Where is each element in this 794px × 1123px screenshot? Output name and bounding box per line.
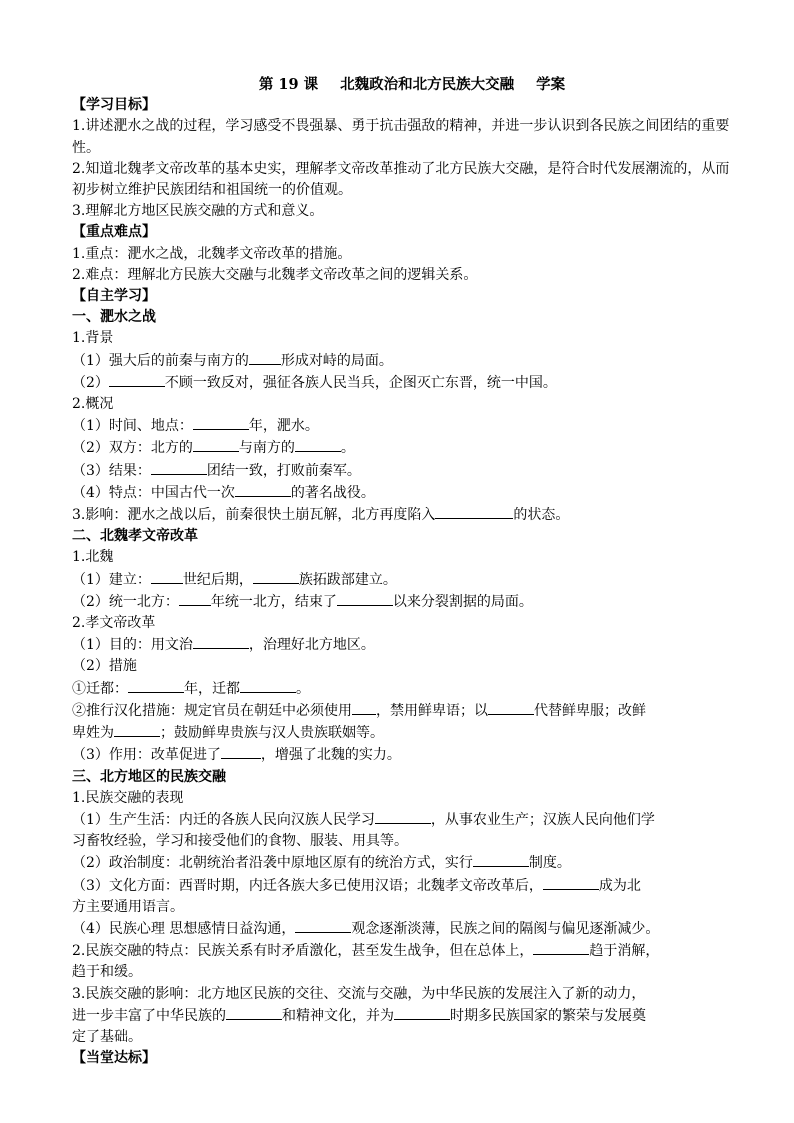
key-point: 1.重点：淝水之战，北魏孝文帝改革的措施。 <box>72 245 352 262</box>
self-study-header: 【自主学习】 <box>72 288 156 305</box>
item: （4）特点：中国古代一次 的著名战役。 <box>72 482 732 504</box>
item: （1）生产生活：内迁的各族人民向汉族人民学习 ，从事农业生产；汉族人民向他们学 <box>72 809 732 831</box>
item: （2） 不顾一致反对，强征各族人民当兵，企图灭亡东晋，统一中国。 <box>72 372 732 394</box>
fill-blank[interactable] <box>151 460 207 475</box>
item: （3）结果： 团结一致，打败前秦军。 <box>72 460 732 482</box>
fill-blank[interactable] <box>249 350 281 365</box>
fill-blank[interactable] <box>114 722 160 737</box>
fill-blank[interactable] <box>543 875 599 890</box>
fill-blank[interactable] <box>193 634 249 649</box>
fill-blank[interactable] <box>375 809 431 824</box>
fill-blank[interactable] <box>435 504 513 519</box>
key-point: 2.难点：理解北方民族大交融与北魏孝文帝改革之间的逻辑关系。 <box>72 266 478 283</box>
item: 3.民族交融的影响：北方地区民族的交往、交流与交融，为中华民族的发展注入了新的动力， <box>72 985 646 1002</box>
item: （1）建立： 世纪后期， 族拓跋部建立。 <box>72 569 732 591</box>
goals-header: 【学习目标】 <box>72 97 156 114</box>
fill-blank[interactable] <box>488 700 534 715</box>
fill-blank[interactable] <box>240 678 296 693</box>
item: 趋于和缓。 <box>72 964 142 981</box>
item: ①迁都： 年，迁都 。 <box>72 678 732 700</box>
section-heading: 二、北魏孝文帝改革 <box>72 528 198 545</box>
fill-blank[interactable] <box>533 940 589 955</box>
key-points-header: 【重点难点】 <box>72 224 156 241</box>
document-page <box>72 74 732 1069</box>
fill-blank[interactable] <box>473 852 529 867</box>
item: 习畜牧经验，学习和接受他们的食物、服装、用具等。 <box>72 833 408 850</box>
goal-item: 1.讲述淝水之战的过程，学习感受不畏强暴、勇于抗击强敌的精神，并进一步认识到各民族之间团结的重要性。 <box>72 118 730 156</box>
item: ②推行汉化措施：规定官员在朝廷中必须使用 ，禁用鲜卑语；以 代替鲜卑服；改鲜 <box>72 700 732 722</box>
item: （1）时间、地点： 年，淝水。 <box>72 415 732 437</box>
item: 3.影响：淝水之战以后，前秦很快土崩瓦解，北方再度陷入 的状态。 <box>72 504 732 526</box>
fill-blank[interactable] <box>221 744 261 759</box>
fill-blank[interactable] <box>253 569 299 584</box>
practice-header: 【当堂达标】 <box>72 1050 156 1067</box>
fill-blank[interactable] <box>352 700 376 715</box>
item: （1）强大后的前秦与南方的 形成对峙的局面。 <box>72 350 732 372</box>
fill-blank[interactable] <box>193 437 239 452</box>
item: 定了基础。 <box>72 1028 142 1045</box>
item: 1.民族交融的表现 <box>72 789 184 806</box>
fill-blank[interactable] <box>109 372 165 387</box>
item: （2）双方：北方的 与南方的 。 <box>72 437 732 459</box>
item: 方主要通用语言。 <box>72 898 184 915</box>
goal-item: 3.理解北方地区民族交融的方式和意义。 <box>72 203 324 220</box>
item: 进一步丰富了中华民族的 和精神文化，并为 时期多民族国家的繁荣与发展奠 <box>72 1005 732 1027</box>
section-heading: 一、淝水之战 <box>72 309 156 326</box>
item: 2.民族交融的特点：民族关系有时矛盾激化，甚至发生战争，但在总体上， 趋于消解， <box>72 940 732 962</box>
item: （3）文化方面：西晋时期，内迁各族大多已使用汉语；北魏孝文帝改革后， 成为北 <box>72 875 732 897</box>
fill-blank[interactable] <box>337 591 393 606</box>
fill-blank[interactable] <box>226 1005 282 1020</box>
page-title <box>72 74 732 95</box>
fill-blank[interactable] <box>128 678 184 693</box>
fill-blank[interactable] <box>295 437 341 452</box>
item: 1.背景 <box>72 330 114 347</box>
section-heading: 三、北方地区的民族交融 <box>72 768 226 785</box>
goal-item: 2.知道北魏孝文帝改革的基本史实，理解孝文帝改革推动了北方民族大交融，是符合时代发展潮流的，从而初步树立维护民族团结和祖国统一的价值观。 <box>72 160 730 199</box>
item: （2）措施 <box>72 658 137 675</box>
item: 2.孝文帝改革 <box>72 615 156 632</box>
lesson-name: 北魏政治和北方民族大交融 <box>340 76 515 93</box>
item: 卑姓为 ；鼓励鲜卑贵族与汉人贵族联姻等。 <box>72 722 732 744</box>
item: （1）目的：用文治 ，治理好北方地区。 <box>72 634 732 656</box>
doc-type: 学案 <box>536 76 566 93</box>
item: （2）政治制度：北朝统治者沿袭中原地区原有的统治方式，实行 制度。 <box>72 852 732 874</box>
item: （4）民族心理 思想感情日益沟通， 观念逐渐淡薄，民族之间的隔阂与偏见逐渐减少。 <box>72 918 732 940</box>
fill-blank[interactable] <box>295 918 351 933</box>
fill-blank[interactable] <box>151 569 183 584</box>
item: 1.北魏 <box>72 549 114 566</box>
item: 2.概况 <box>72 396 114 413</box>
item: （3）作用：改革促进了 ，增强了北魏的实力。 <box>72 744 732 766</box>
fill-blank[interactable] <box>179 591 211 606</box>
item: （2）统一北方： 年统一北方，结束了 以来分裂割据的局面。 <box>72 591 732 613</box>
lesson-number: 第 19 课 <box>258 76 319 93</box>
fill-blank[interactable] <box>235 482 291 497</box>
fill-blank[interactable] <box>193 415 249 430</box>
fill-blank[interactable] <box>394 1005 450 1020</box>
